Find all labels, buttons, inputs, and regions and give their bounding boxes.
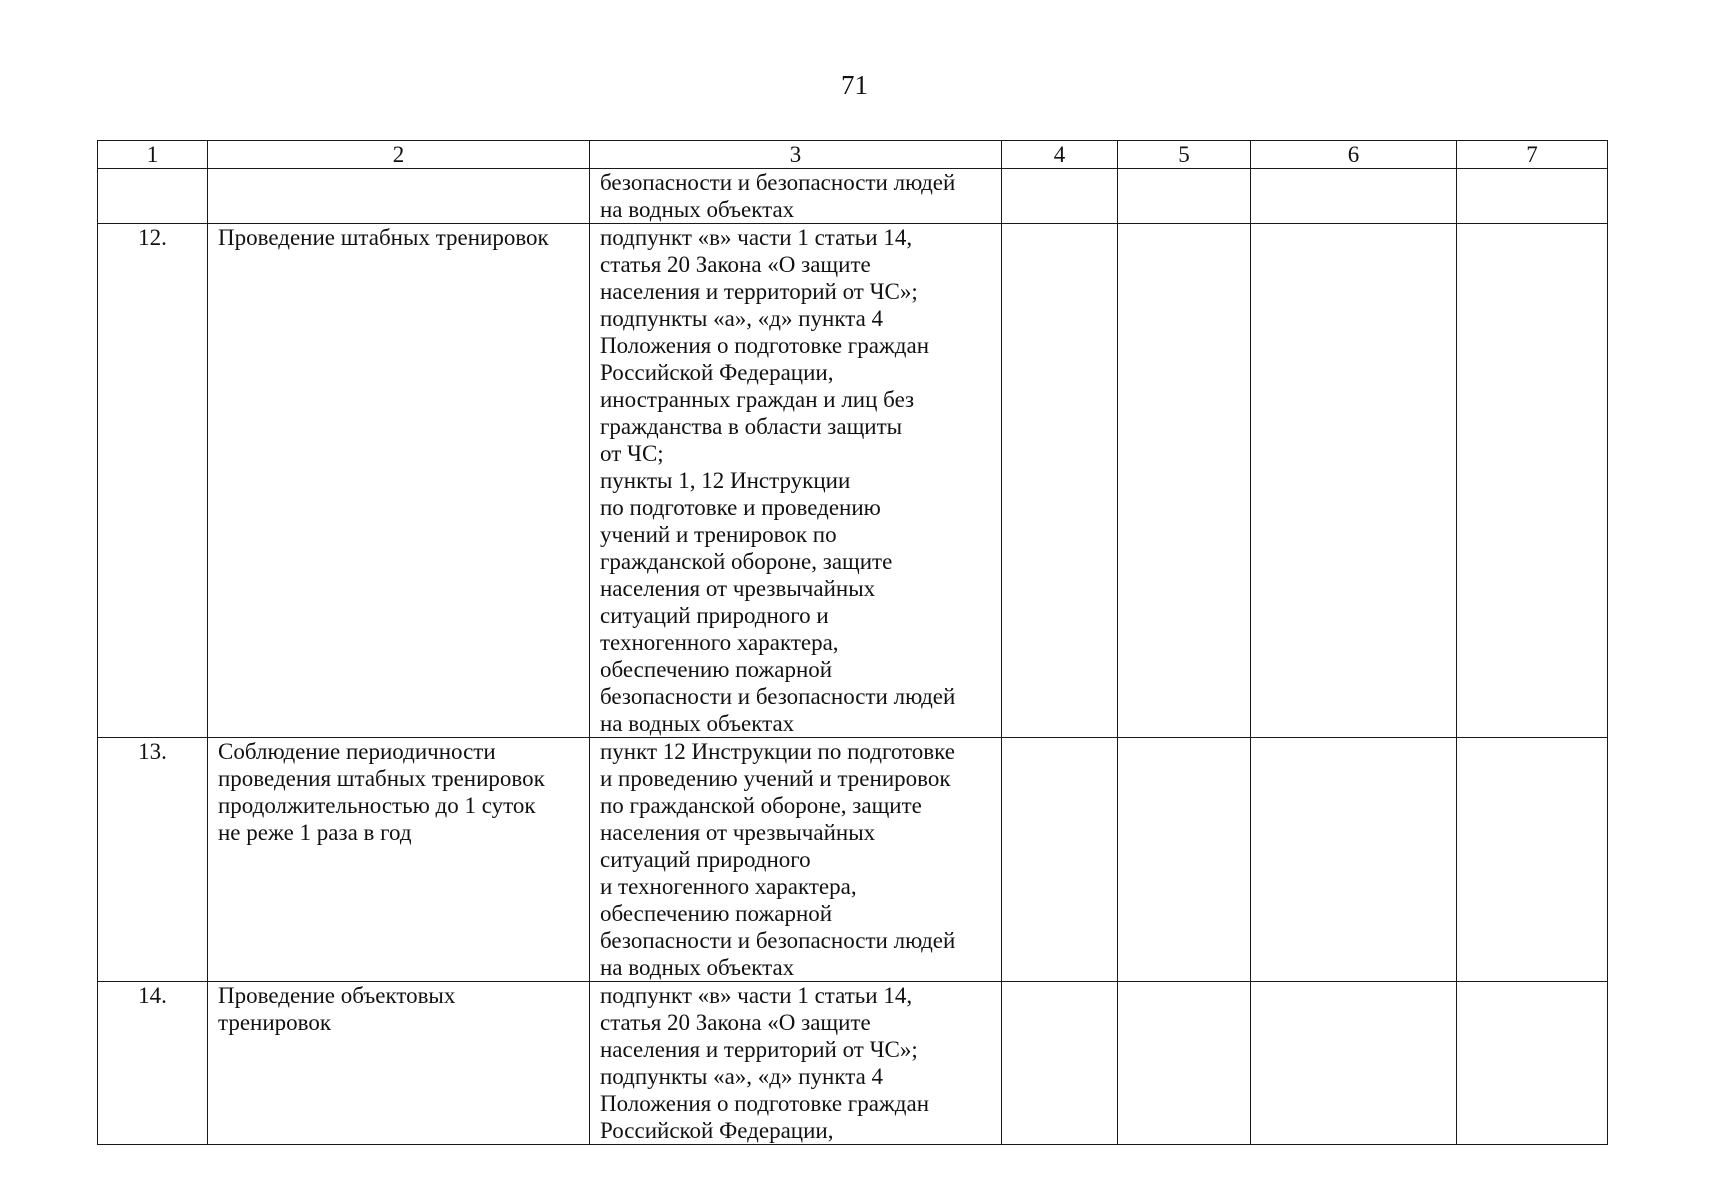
legal-basis-line: населения и территорий от ЧС»; — [600, 1037, 918, 1062]
header-cell-name: 2 — [208, 141, 590, 169]
empty-cell-col5 — [1118, 982, 1251, 1145]
empty-cell-col7 — [1457, 224, 1608, 738]
legal-basis-line: на водных объектах — [600, 955, 795, 980]
legal-basis-line: населения от чрезвычайных — [600, 820, 876, 845]
empty-cell-col6 — [1251, 738, 1457, 982]
empty-cell-col4 — [1002, 982, 1118, 1145]
row-number-cell: 14. — [98, 982, 208, 1145]
table-row — [98, 738, 1608, 982]
empty-cell-col7 — [1457, 982, 1608, 1145]
legal-basis-line: по подготовке и проведению — [600, 495, 881, 520]
legal-basis-line: обеспечению пожарной — [600, 901, 833, 926]
legal-basis-cell — [590, 738, 1002, 982]
measure-name-line: не реже 1 раза в год — [218, 820, 412, 845]
legal-basis-line: гражданства в области защиты — [600, 414, 903, 439]
measure-name-cell — [208, 224, 590, 738]
legal-basis-line: на водных объектах — [600, 711, 795, 736]
legal-basis-line: безопасности и безопасности людей — [600, 170, 956, 195]
measure-name-cell — [208, 169, 590, 224]
requirements-table — [97, 140, 1608, 1145]
empty-cell-col6 — [1251, 169, 1457, 224]
header-cell-legal-basis: 3 — [590, 141, 1002, 169]
legal-basis-line: Положения о подготовке граждан — [600, 1091, 930, 1116]
table-header-row — [98, 141, 1608, 169]
measure-name-cell — [208, 982, 590, 1145]
legal-basis-line: пункты 1, 12 Инструкции — [600, 468, 851, 493]
legal-basis-line: учений и тренировок по — [600, 522, 837, 547]
legal-basis-line: ситуаций природного — [600, 847, 811, 872]
legal-basis-line: подпункт «в» части 1 статьи 14, — [600, 225, 913, 250]
measure-name-line: Проведение объектовых — [218, 983, 456, 1008]
row-number-cell: 12. — [98, 224, 208, 738]
empty-cell-col4 — [1002, 169, 1118, 224]
measure-name-cell — [208, 738, 590, 982]
empty-cell-col5 — [1118, 169, 1251, 224]
header-cell-col6: 6 — [1251, 141, 1457, 169]
legal-basis-line: на водных объектах — [600, 197, 795, 222]
legal-basis-line: Положения о подготовке граждан — [600, 333, 930, 358]
empty-cell-col6 — [1251, 982, 1457, 1145]
legal-basis-line: иностранных граждан и лиц без — [600, 387, 915, 412]
legal-basis-line: пункт 12 Инструкции по подготовке — [600, 739, 955, 764]
empty-cell-col5 — [1118, 738, 1251, 982]
measure-name-line: проведения штабных тренировок — [218, 766, 545, 791]
legal-basis-line: статья 20 Закона «О защите — [600, 252, 871, 277]
empty-cell-col4 — [1002, 224, 1118, 738]
table-row — [98, 224, 1608, 738]
legal-basis-line: статья 20 Закона «О защите — [600, 1010, 871, 1035]
legal-basis-line: обеспечению пожарной — [600, 657, 833, 682]
empty-cell-col6 — [1251, 224, 1457, 738]
page-number: 71 — [841, 70, 868, 100]
table-row — [98, 982, 1608, 1145]
legal-basis-line: безопасности и безопасности людей — [600, 928, 956, 953]
legal-basis-line: Российской Федерации, — [600, 360, 834, 385]
row-number-cell — [98, 169, 208, 224]
header-cell-number: 1 — [98, 141, 208, 169]
header-cell-col5: 5 — [1118, 141, 1251, 169]
legal-basis-line: техногенного характера, — [600, 630, 839, 655]
legal-basis-line: населения и территорий от ЧС»; — [600, 279, 918, 304]
legal-basis-line: Российской Федерации, — [600, 1118, 834, 1143]
table-body — [98, 141, 1608, 1145]
header-cell-col7: 7 — [1457, 141, 1608, 169]
header-cell-col4: 4 — [1002, 141, 1118, 169]
empty-cell-col5 — [1118, 224, 1251, 738]
legal-basis-line: гражданской обороне, защите — [600, 549, 893, 574]
measure-name-line: Соблюдение периодичности — [218, 739, 496, 764]
legal-basis-line: от ЧС; — [600, 441, 664, 466]
legal-basis-line: населения от чрезвычайных — [600, 576, 876, 601]
measure-name-line: тренировок — [218, 1010, 332, 1035]
legal-basis-line: подпункт «в» части 1 статьи 14, — [600, 983, 913, 1008]
legal-basis-line: подпункты «а», «д» пункта 4 — [600, 1064, 884, 1089]
legal-basis-cell — [590, 224, 1002, 738]
table-row — [98, 169, 1608, 224]
legal-basis-line: по гражданской обороне, защите — [600, 793, 922, 818]
empty-cell-col7 — [1457, 169, 1608, 224]
legal-basis-line: и проведению учений и тренировок — [600, 766, 951, 791]
legal-basis-line: и техногенного характера, — [600, 874, 857, 899]
row-number-cell: 13. — [98, 738, 208, 982]
legal-basis-cell — [590, 169, 1002, 224]
legal-basis-line: ситуаций природного и — [600, 603, 829, 628]
measure-name-line: Проведение штабных тренировок — [218, 225, 549, 250]
measure-name-line: продолжительностью до 1 суток — [218, 793, 536, 818]
legal-basis-line: безопасности и безопасности людей — [600, 684, 956, 709]
empty-cell-col7 — [1457, 738, 1608, 982]
legal-basis-cell — [590, 982, 1002, 1145]
legal-basis-line: подпункты «а», «д» пункта 4 — [600, 306, 884, 331]
empty-cell-col4 — [1002, 738, 1118, 982]
